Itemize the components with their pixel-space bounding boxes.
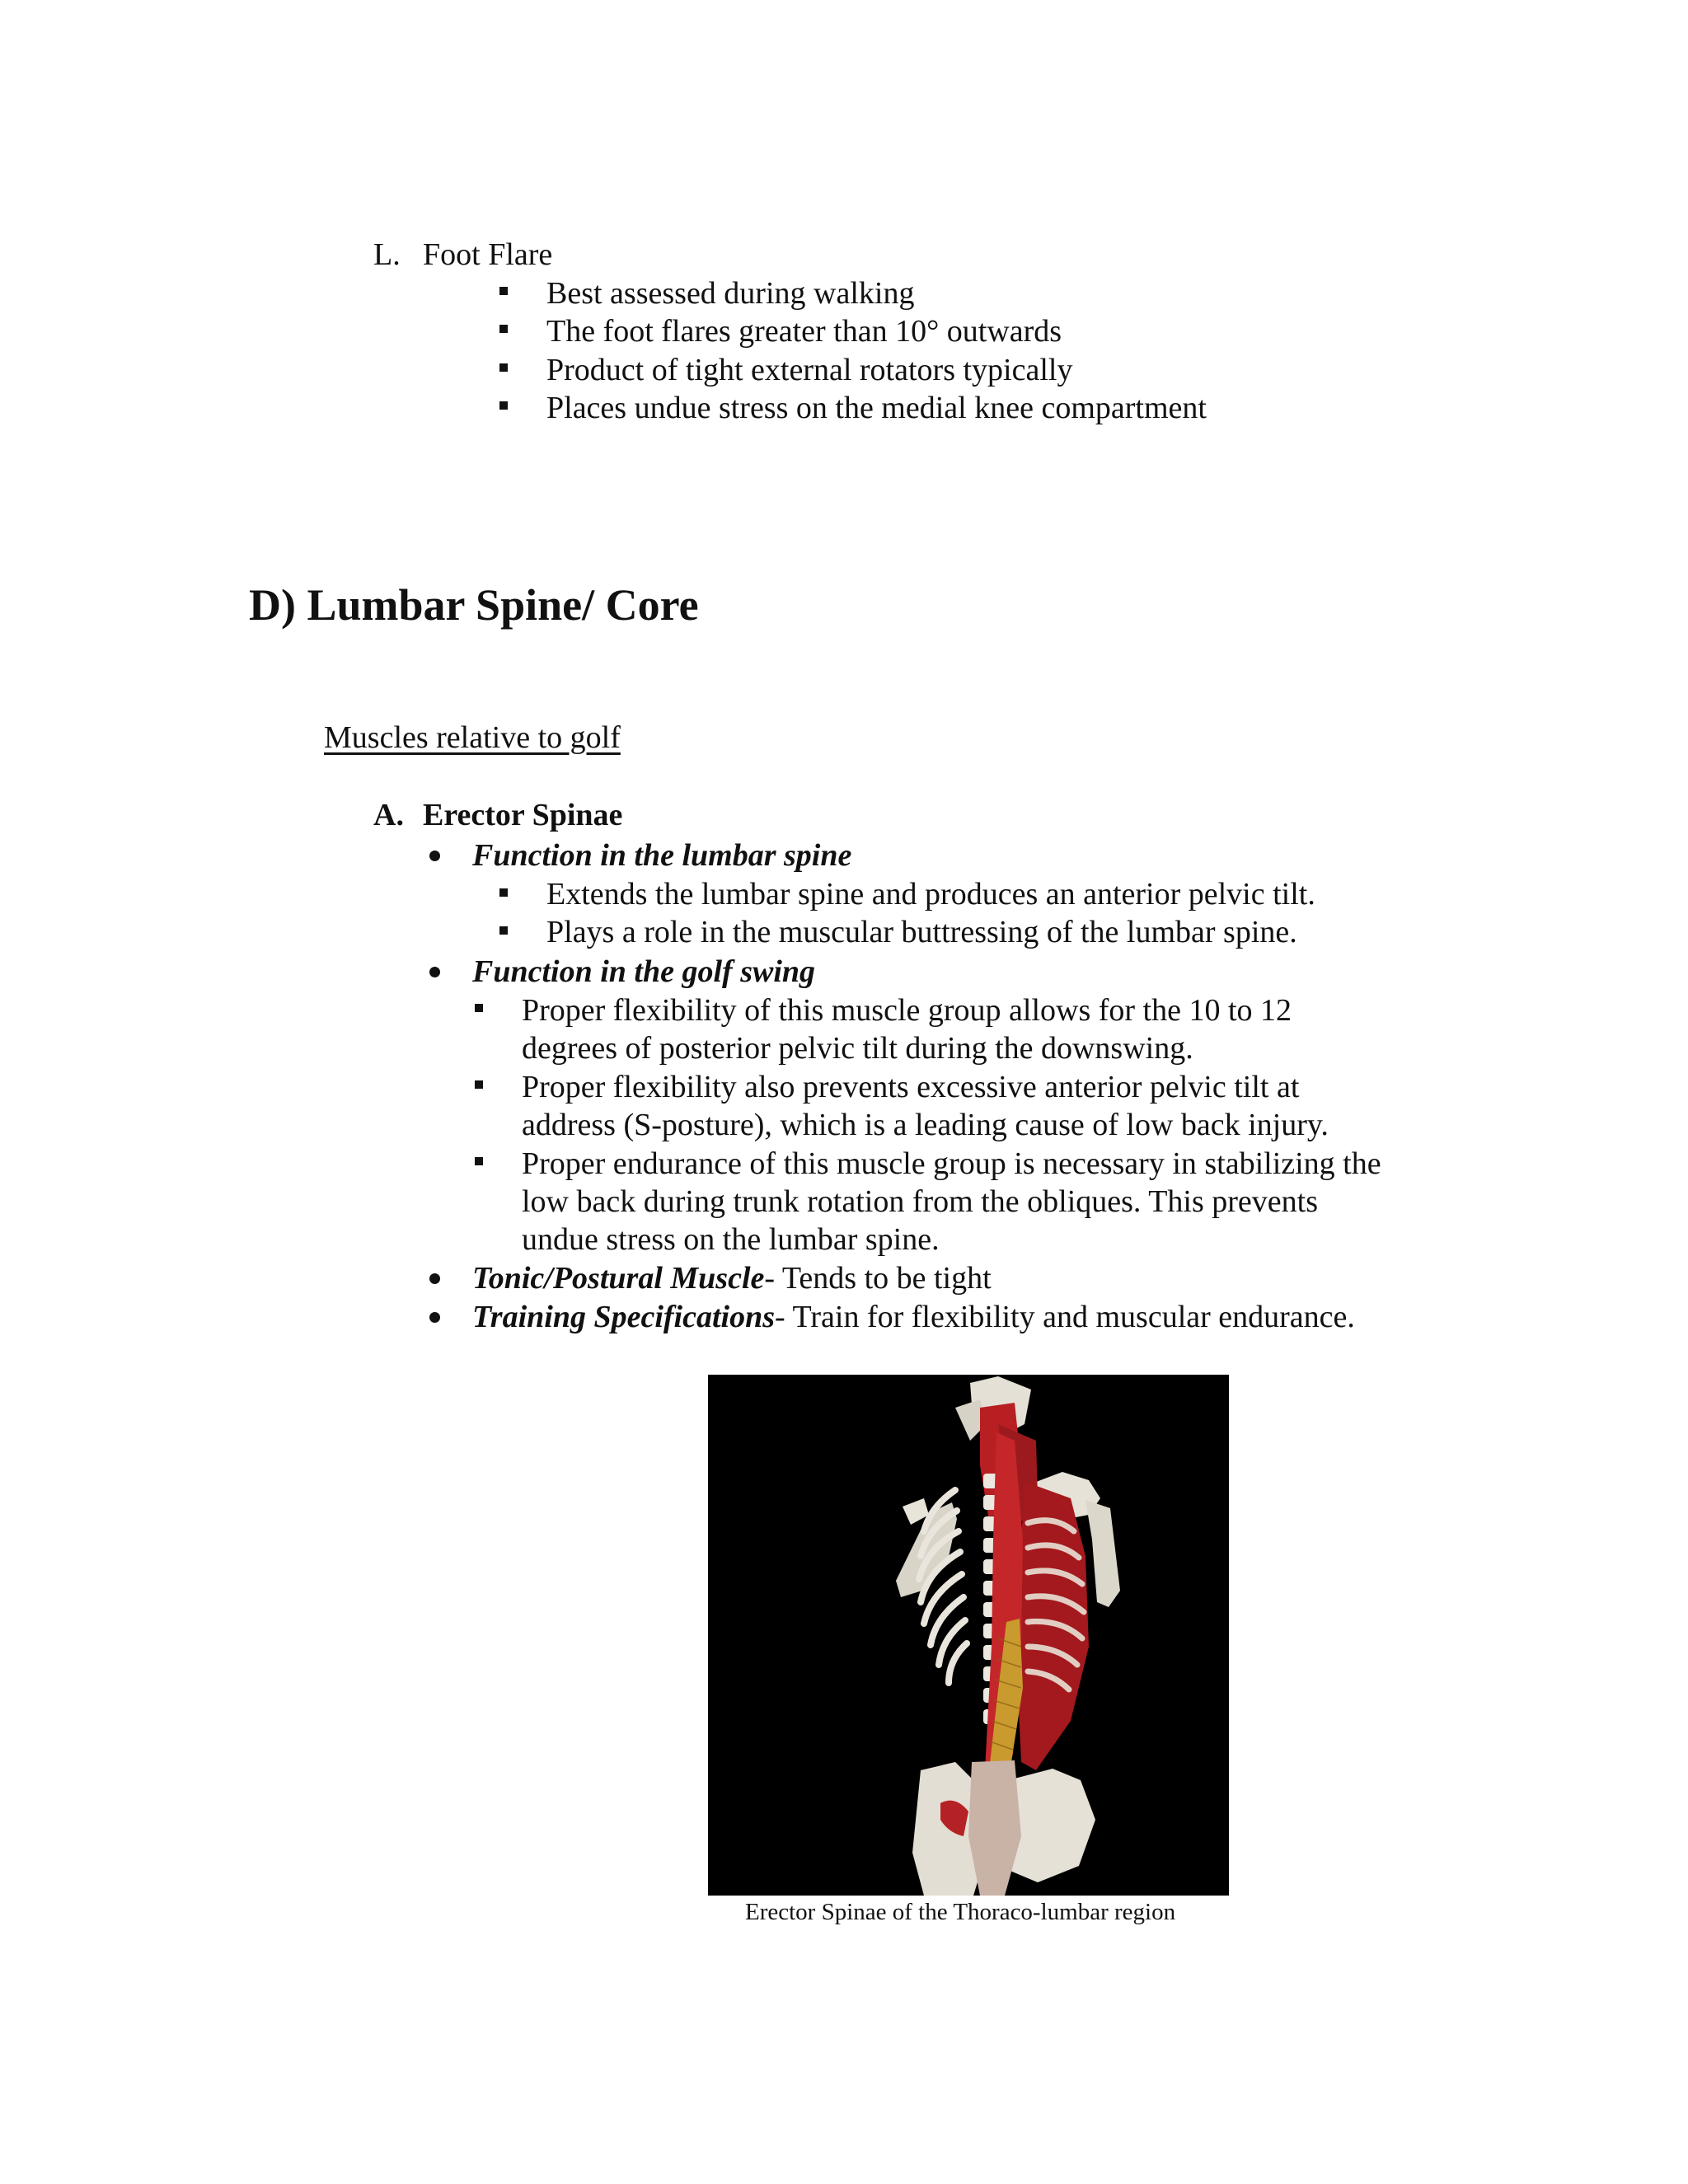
- round-bullet-icon: [429, 851, 440, 861]
- golf-bullet-line: degrees of posterior pelvic tilt during the downswing.: [522, 1031, 1193, 1066]
- square-bullet-icon: [499, 888, 508, 897]
- round-bullet-icon: [429, 1312, 440, 1323]
- foot-flare-bullet: The foot flares greater than 10° outwards: [546, 314, 1062, 349]
- figure-caption: Erector Spinae of the Thoraco-lumbar region: [745, 1899, 1176, 1925]
- golf-bullet-line: Proper flexibility of this muscle group allows for the 10 to 12: [522, 993, 1292, 1028]
- lumbar-bullet: Extends the lumbar spine and produces an anterior pelvic tilt.: [546, 877, 1315, 912]
- round-bullet-icon: [429, 967, 440, 977]
- round-bullet-icon: [429, 1273, 440, 1284]
- foot-flare-bullet: Best assessed during walking: [546, 276, 915, 311]
- golf-bullet-line: undue stress on the lumbar spine.: [522, 1222, 940, 1257]
- lumbar-heading: Function in the lumbar spine: [472, 838, 852, 873]
- subheading: Muscles relative to golf: [324, 720, 621, 755]
- golf-heading: Function in the golf swing: [472, 954, 816, 989]
- square-bullet-icon: [499, 287, 508, 295]
- training-text: - Train for flexibility and muscular endurance.: [775, 1300, 1355, 1334]
- foot-flare-bullet: Product of tight external rotators typically: [546, 353, 1073, 387]
- tonic-line: [472, 1263, 992, 1294]
- square-bullet-icon: [475, 1157, 483, 1165]
- erector-title: Erector Spinae: [423, 798, 623, 832]
- golf-bullet-line: address (S-posture), which is a leading cause of low back injury.: [522, 1108, 1329, 1142]
- foot-flare-title: Foot Flare: [423, 237, 553, 272]
- golf-bullet-line: Proper flexibility also prevents excessive anterior pelvic tilt at: [522, 1070, 1300, 1104]
- square-bullet-icon: [475, 1080, 483, 1089]
- golf-bullet-line: low back during trunk rotation from the obliques. This prevents: [522, 1184, 1319, 1219]
- golf-bullet-line: Proper endurance of this muscle group is necessary in stabilizing the: [522, 1146, 1381, 1181]
- lumbar-bullet: Plays a role in the muscular buttressing of the lumbar spine.: [546, 915, 1297, 949]
- square-bullet-icon: [499, 401, 508, 410]
- tonic-text: - Tends to be tight: [764, 1261, 992, 1296]
- section-heading: D) Lumbar Spine/ Core: [249, 580, 699, 630]
- training-label: Training Specifications: [472, 1300, 776, 1334]
- training-line: [472, 1301, 1355, 1333]
- erector-spinae-illustration: [708, 1375, 1229, 1896]
- foot-flare-bullet: Places undue stress on the medial knee compartment: [546, 391, 1207, 425]
- square-bullet-icon: [475, 1004, 483, 1012]
- square-bullet-icon: [499, 363, 508, 372]
- square-bullet-icon: [499, 926, 508, 935]
- square-bullet-icon: [499, 325, 508, 333]
- tonic-label: Tonic/Postural Muscle: [472, 1261, 765, 1296]
- list-marker-a: A.: [373, 798, 404, 832]
- list-marker-l: L.: [373, 237, 401, 272]
